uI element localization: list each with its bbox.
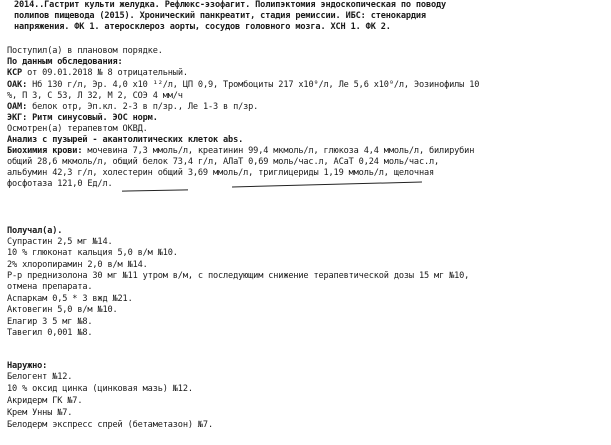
- external-item: Белогент №12.: [7, 372, 73, 382]
- diagnosis-line-1: 2014..Гастрит культи желудка. Рефлюкс-эзофагит. Полипэктомия эндоскопическая по поводу: [14, 0, 447, 10]
- diagnosis-line-3: напряжения. ФК 1. атеросклероз аорты, сосудов головного мозга. ХСН 1. ФК 2.: [14, 22, 391, 32]
- ekg-text: Ритм синусовый. ЭОС норм.: [27, 113, 158, 123]
- external-item: Акридерм ГК №7.: [7, 396, 83, 406]
- treatment-item: Актовегин 5,0 в/м №10.: [7, 305, 118, 315]
- handwritten-underline: [122, 189, 188, 191]
- external-item: 10 % оксид цинка (цинковая мазь) №12.: [7, 384, 193, 394]
- therapist-line: Осмотрен(а) терапевтом ОКВД.: [7, 124, 148, 134]
- treatment-item: отмена препарата.: [7, 282, 93, 292]
- biochem-text-1: мочевина 7,3 ммоль/л, креатинин 99,4 мкмоль/л, глюкоза 4,4 ммоль/л, билирубин: [82, 146, 475, 156]
- treatment-item: 2% хлоропирамин 2,0 в/м №14.: [7, 260, 148, 270]
- treatment-item: Супрастин 2,5 мг №14.: [7, 237, 113, 247]
- ksr-text: от 09.01.2018 № 8 отрицательный.: [22, 68, 188, 78]
- admission-text: Поступил(а) в плановом порядке.: [7, 46, 163, 56]
- external-heading: Наружно:: [7, 361, 48, 371]
- biochem-line-4: фосфотаза 121,0 Ед/л.: [7, 179, 113, 189]
- oak-line-1: [7, 80, 479, 91]
- biochem-line-2: общий 28,6 мкмоль/л, общий белок 73,4 г/л, АЛаТ 0,69 моль/час.л, АСаТ 0,24 моль/час.л,: [7, 157, 440, 167]
- biochem-line-1: [7, 146, 474, 157]
- exam-heading: По данным обследования:: [7, 57, 123, 67]
- diagnosis-line-2: полипов пищевода (2015). Хронический панкреатит, стадия ремиссии. ИБС: стенокардия: [14, 11, 426, 21]
- oak-label: ОАК:: [7, 80, 28, 90]
- treatment-item: P-р преднизолона 30 мг №11 утром в/м, с последующим снижение терапевтической дозы 15 мг №10,: [7, 271, 470, 281]
- oam-line: [7, 102, 258, 113]
- ekg-line: [7, 113, 158, 124]
- handwritten-underline: [232, 182, 422, 188]
- treatment-item: Тавегил 0,001 №8.: [7, 328, 93, 338]
- biochem-line-3: альбумин 42,3 г/л, холестерин общий 3,69 ммоль/л, триглицериды 1,19 ммоль/л, щелочная: [7, 168, 435, 178]
- treatment-item: Аспаркам 0,5 * 3 вжд №21.: [7, 294, 133, 304]
- ksr-label: КСР: [7, 68, 23, 78]
- oak-text-1: Hб 130 г/л, Эр. 4,0 х10 ¹²/л, ЦП 0,9, Тромбоциты 217 х10⁹/л, Ле 5,6 х10⁹/л, Эозинофилы 10: [27, 80, 480, 90]
- treatment-heading: Получал(а).: [7, 226, 63, 236]
- external-item: Белодерм экспресс спрей (бетаметазон) №7.: [7, 420, 213, 430]
- external-item: Крем Унны №7.: [7, 408, 73, 418]
- biochem-label: Биохимия крови:: [7, 146, 83, 156]
- treatment-item: Елагир 3 5 мг №8.: [7, 317, 93, 327]
- ekg-label: ЭКГ:: [7, 113, 28, 123]
- oam-text: белок отр, Эп.кл. 2-3 в п/зр., Ле 1-3 в п/зр.: [27, 102, 259, 112]
- ksr-line: [7, 68, 188, 79]
- treatment-item: 10 % глюконат кальция 5,0 в/м №10.: [7, 248, 178, 258]
- oam-label: ОАМ:: [7, 102, 28, 112]
- oak-line-2: %, П 3, С 53, Л 32, М 2, СОЭ 4 мм/ч: [7, 91, 183, 101]
- analysis-line: Анализ с пузырей - акантолитических клеток abs.: [7, 135, 244, 145]
